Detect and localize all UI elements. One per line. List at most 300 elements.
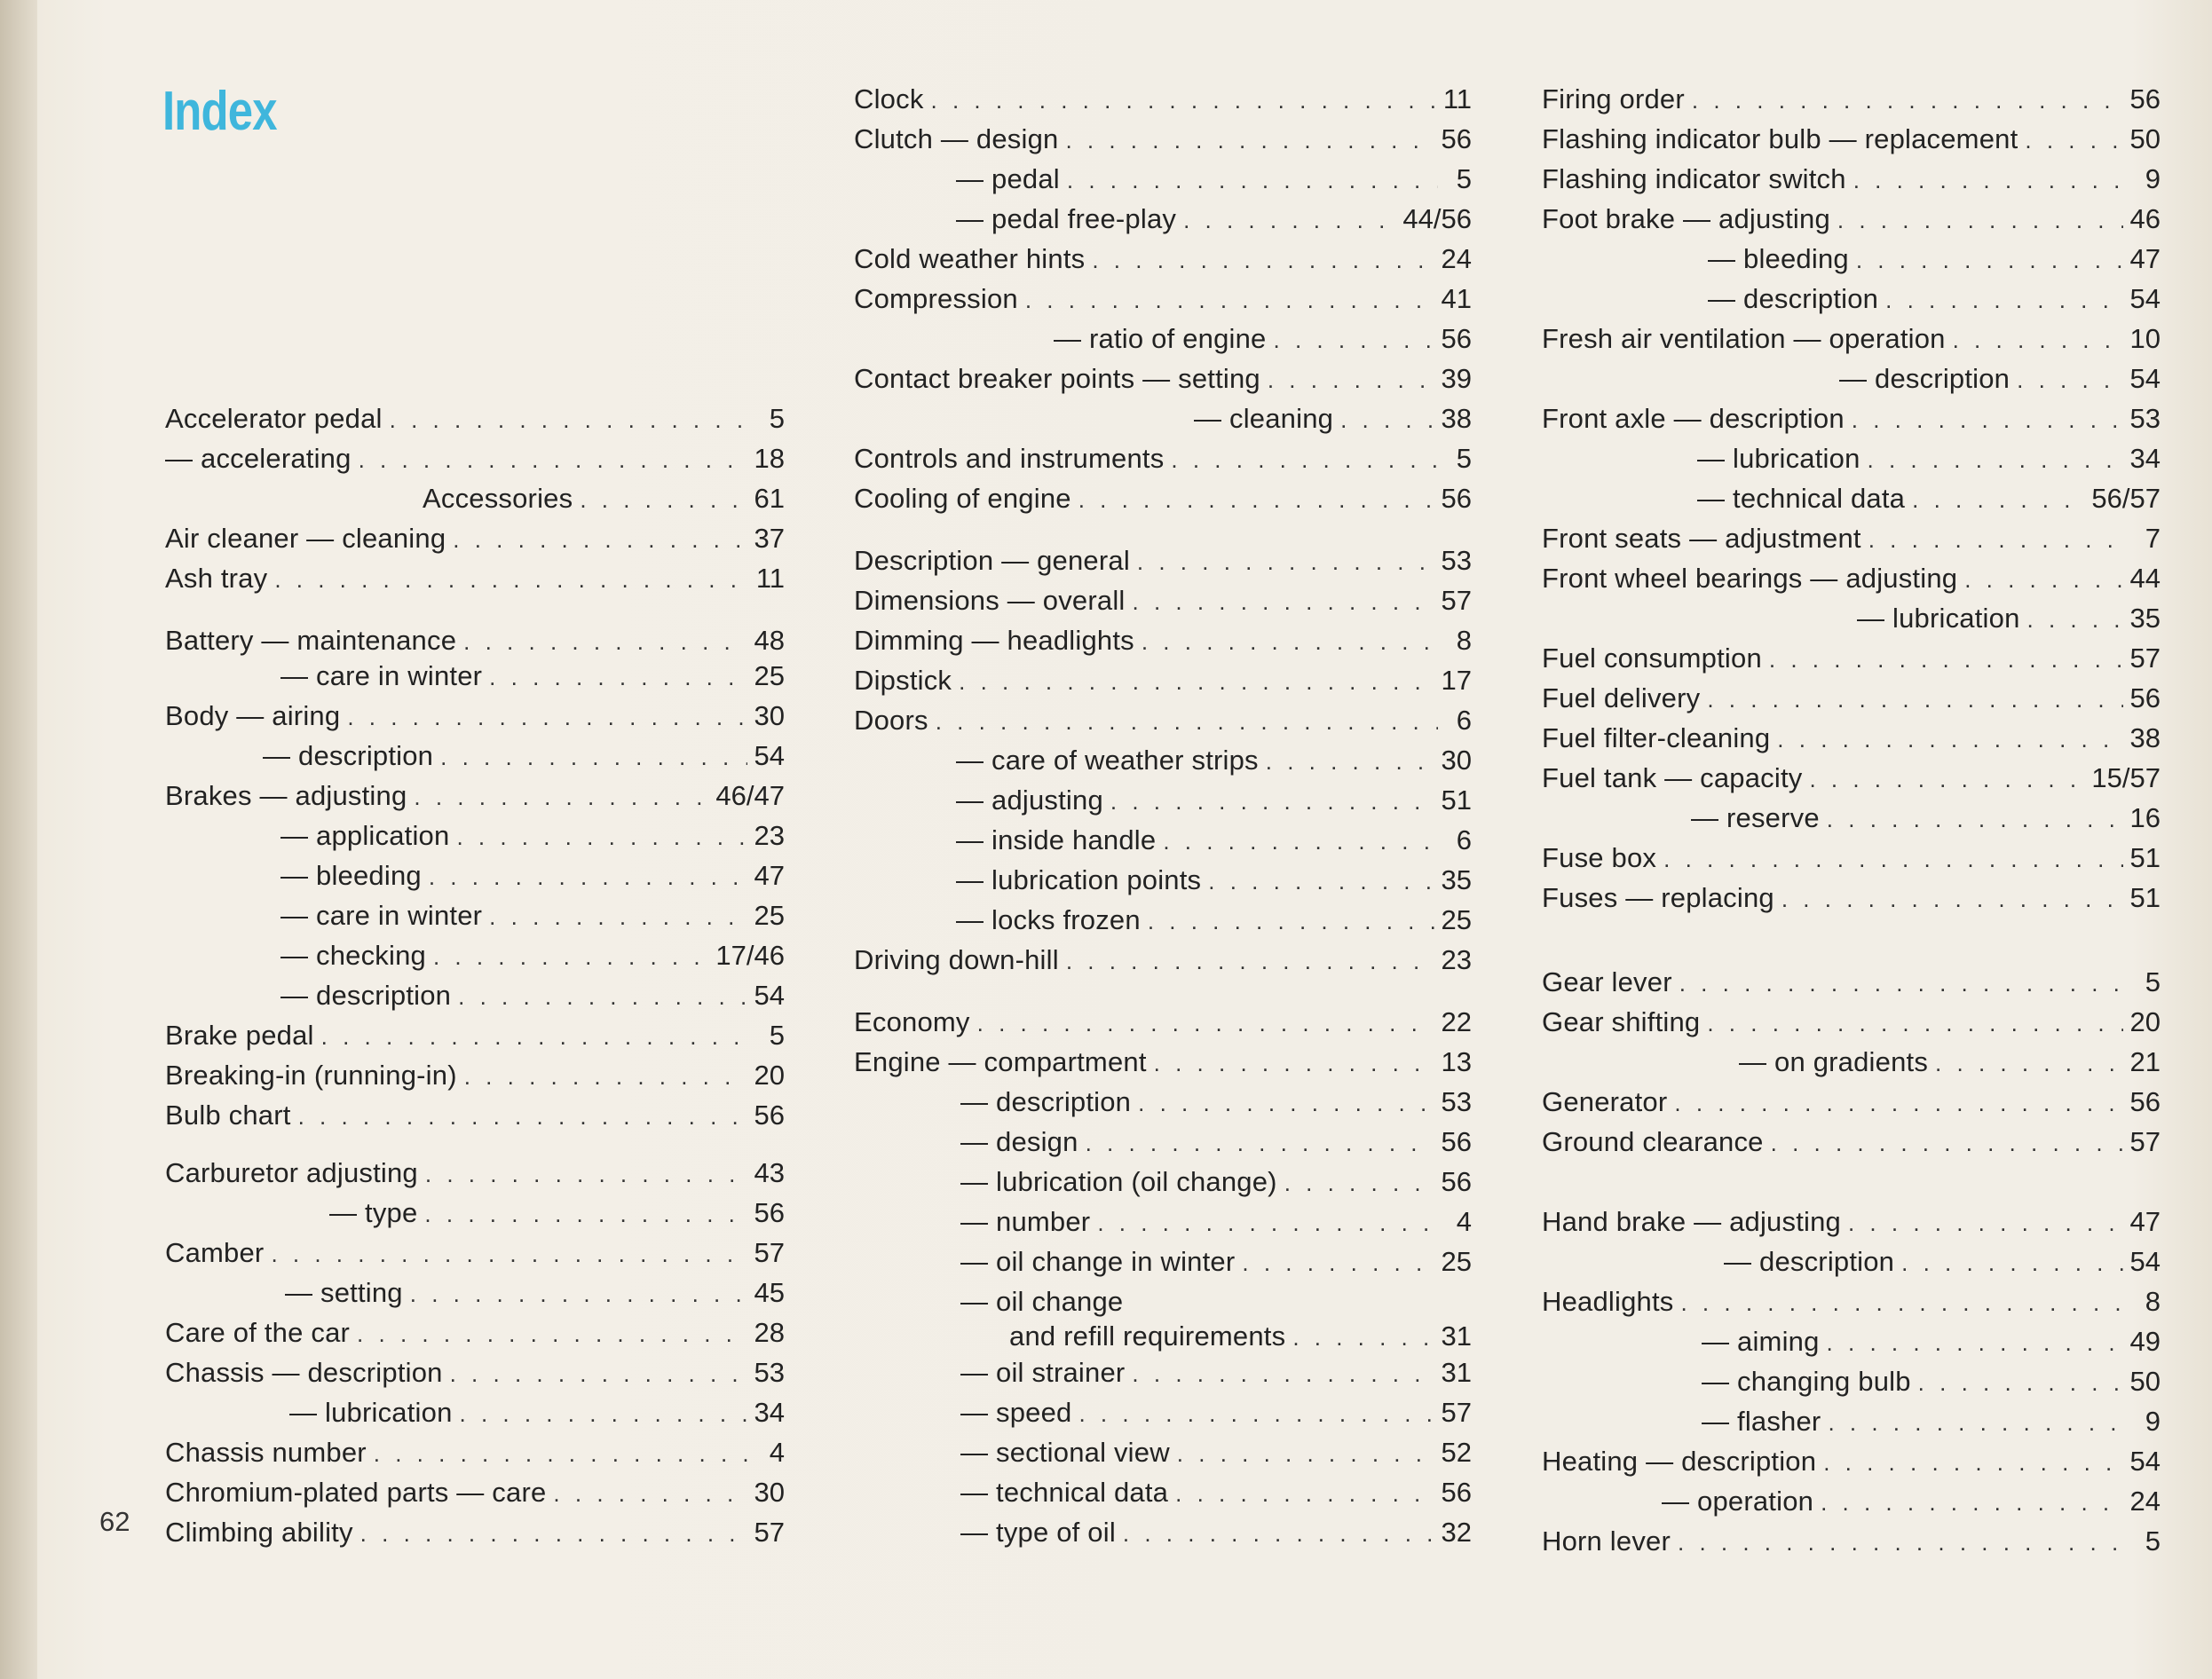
index-entry xyxy=(956,823,1472,858)
entry-page-ref: 54 xyxy=(754,740,785,771)
entry-label: Gear lever xyxy=(1542,966,1672,997)
entry-page-ref: 45 xyxy=(754,1277,785,1308)
dot-leader xyxy=(1274,322,1434,358)
entry-page-ref: 15/57 xyxy=(2091,762,2161,793)
entry-page-ref: 28 xyxy=(754,1317,785,1348)
entry-label: — operation xyxy=(1662,1486,1814,1517)
dot-leader xyxy=(2025,122,2122,158)
entry-label: Fuel consumption xyxy=(1542,642,1762,674)
index-entry xyxy=(165,623,785,658)
dot-leader xyxy=(1848,1205,2123,1241)
dot-leader xyxy=(1680,1285,2127,1320)
dot-leader xyxy=(1078,482,1434,517)
entry-label: — lubrication xyxy=(1857,603,2020,634)
dot-leader xyxy=(298,1099,747,1134)
entry-page-ref: 56 xyxy=(754,1100,785,1131)
entry-label: — lubrication (oil change) xyxy=(960,1166,1277,1197)
entry-page-ref: 5 xyxy=(769,1020,785,1051)
entry-page-ref: 49 xyxy=(2129,1326,2161,1357)
dot-leader xyxy=(1133,584,1434,619)
dot-leader xyxy=(1769,642,2123,677)
dot-leader xyxy=(1292,1320,1434,1355)
index-entry xyxy=(854,361,1472,397)
index-entry xyxy=(1542,401,2161,437)
index-entry xyxy=(854,281,1472,317)
index-entry xyxy=(165,1475,785,1510)
dot-leader xyxy=(1868,442,2123,477)
index-entry xyxy=(1009,1319,1472,1354)
index-entry xyxy=(854,481,1472,516)
entry-page-ref: 21 xyxy=(2129,1046,2161,1077)
entry-page-ref: 56 xyxy=(1441,483,1472,514)
dot-leader xyxy=(429,859,747,895)
index-entry xyxy=(1542,162,2161,197)
entry-page-ref: 56 xyxy=(1441,1477,1472,1508)
dot-leader xyxy=(1078,1396,1434,1431)
entry-page-ref: 23 xyxy=(754,820,785,851)
index-entry xyxy=(960,1164,1472,1200)
index-entry xyxy=(960,1204,1472,1240)
index-entry xyxy=(1542,1284,2161,1320)
dot-leader xyxy=(425,1156,747,1192)
dot-leader xyxy=(1171,442,1438,477)
index-entry xyxy=(1542,321,2161,357)
dot-leader xyxy=(1065,122,1434,158)
index-entry xyxy=(165,1058,785,1093)
entry-page-ref: 24 xyxy=(2129,1486,2161,1517)
dot-leader xyxy=(1777,721,2122,757)
entry-label: Ground clearance xyxy=(1542,1126,1764,1157)
entry-label: Flashing indicator bulb — replacement xyxy=(1542,123,2018,154)
entry-page-ref: 8 xyxy=(1456,625,1472,656)
index-entry xyxy=(1739,1044,2161,1080)
dot-leader xyxy=(977,1005,1434,1041)
entry-label: — care of weather strips xyxy=(956,745,1259,776)
dot-leader xyxy=(1137,544,1434,579)
entry-page-ref: 47 xyxy=(2129,1206,2161,1237)
index-entry xyxy=(854,1005,1472,1040)
index-entry xyxy=(1542,761,2161,796)
entry-page-ref: 41 xyxy=(1441,283,1472,314)
entry-label: Horn lever xyxy=(1542,1525,1671,1557)
index-entry xyxy=(854,543,1472,579)
entry-label: Front axle — description xyxy=(1542,403,1845,434)
index-entry xyxy=(280,858,785,894)
entry-label: — oil change in winter xyxy=(960,1246,1236,1277)
index-entry xyxy=(854,241,1472,277)
index-entry xyxy=(854,663,1472,698)
index-entry xyxy=(1542,965,2161,1000)
entry-label: — description xyxy=(1839,363,2011,394)
entry-label: Clock xyxy=(854,83,924,114)
entry-page-ref: 56 xyxy=(2129,83,2161,114)
entry-label: Chassis number xyxy=(165,1437,367,1468)
index-entry xyxy=(1697,481,2161,516)
dot-leader xyxy=(2027,602,2123,637)
dot-leader xyxy=(489,899,747,934)
index-entry xyxy=(1542,1005,2161,1040)
entry-label: Gear shifting xyxy=(1542,1006,1701,1037)
entry-page-ref: 50 xyxy=(2129,123,2161,154)
dot-leader xyxy=(360,1516,747,1551)
entry-label: Hand brake — adjusting xyxy=(1542,1206,1841,1237)
dot-leader xyxy=(1163,824,1438,859)
dot-leader xyxy=(1148,903,1434,939)
index-entry xyxy=(956,201,1472,237)
dot-leader xyxy=(1340,402,1434,437)
entry-label: — locks frozen xyxy=(956,904,1141,935)
index-entry xyxy=(956,903,1472,938)
entry-page-ref: 47 xyxy=(754,860,785,891)
index-entry xyxy=(1702,1404,2161,1439)
entry-page-ref: 61 xyxy=(754,483,785,514)
index-entry xyxy=(960,1395,1472,1431)
entry-page-ref: 46 xyxy=(2129,203,2161,234)
dot-leader xyxy=(321,1019,751,1054)
entry-page-ref: 54 xyxy=(2129,283,2161,314)
index-entry xyxy=(1691,800,2161,836)
entry-page-ref: 57 xyxy=(2129,642,2161,674)
entry-page-ref: 13 xyxy=(1441,1046,1472,1077)
index-entry xyxy=(1542,122,2161,157)
dot-leader xyxy=(1025,282,1434,318)
entry-page-ref: 56/57 xyxy=(2091,483,2161,514)
dot-leader xyxy=(1809,761,2084,797)
page-number: 62 xyxy=(99,1506,130,1537)
entry-page-ref: 30 xyxy=(1441,745,1472,776)
entry-label: — reserve xyxy=(1691,802,1820,833)
entry-label: Accessories xyxy=(423,483,573,514)
index-entry xyxy=(854,623,1472,658)
index-entry xyxy=(1542,201,2161,237)
dot-leader xyxy=(1964,562,2122,597)
index-entry xyxy=(854,441,1472,477)
dot-leader xyxy=(1266,744,1434,779)
index-entry xyxy=(854,122,1472,157)
entry-page-ref: 31 xyxy=(1441,1357,1472,1388)
entry-page-ref: 20 xyxy=(754,1060,785,1091)
entry-page-ref: 6 xyxy=(1456,824,1472,855)
entry-label: Compression xyxy=(854,283,1018,314)
entry-page-ref: 53 xyxy=(1441,545,1472,576)
dot-leader xyxy=(1679,966,2127,1001)
index-entry xyxy=(1542,82,2161,117)
dot-leader xyxy=(1707,682,2122,717)
dot-leader xyxy=(1132,1356,1434,1391)
entry-label: — description xyxy=(1708,283,1879,314)
dot-leader xyxy=(1154,1045,1434,1081)
entry-label: Brakes — adjusting xyxy=(165,780,407,811)
dot-leader xyxy=(458,979,747,1014)
index-entry xyxy=(960,1515,1472,1550)
dot-leader xyxy=(1781,881,2123,917)
entry-page-ref: 57 xyxy=(2129,1126,2161,1157)
index-entry xyxy=(1542,641,2161,676)
index-entry xyxy=(1194,401,1472,437)
index-entry xyxy=(1702,1324,2161,1360)
index-entry xyxy=(1662,1484,2161,1519)
index-entry xyxy=(165,401,785,437)
entry-page-ref: 5 xyxy=(769,403,785,434)
index-entry xyxy=(1542,1444,2161,1479)
entry-page-ref: 34 xyxy=(2129,443,2161,474)
entry-label: Cold weather hints xyxy=(854,243,1086,274)
dot-leader xyxy=(1901,1245,2122,1281)
dot-leader xyxy=(1142,624,1438,659)
entry-page-ref: 53 xyxy=(2129,403,2161,434)
index-entry xyxy=(165,1235,785,1271)
index-entry xyxy=(165,521,785,556)
entry-label: Accelerator pedal xyxy=(165,403,383,434)
entry-label: Driving down-hill xyxy=(854,944,1059,975)
dot-leader xyxy=(1086,1125,1434,1161)
dot-leader xyxy=(1183,202,1395,238)
entry-label: — description xyxy=(960,1086,1132,1117)
entry-page-ref: 17 xyxy=(1441,665,1472,696)
index-entry xyxy=(960,1244,1472,1280)
dot-leader xyxy=(274,562,749,597)
dot-leader xyxy=(1692,83,2123,118)
entry-page-ref: 50 xyxy=(2129,1366,2161,1397)
index-entry xyxy=(1542,1204,2161,1240)
index-entry xyxy=(165,1515,785,1550)
entry-label: Dimensions — overall xyxy=(854,585,1126,616)
dot-leader xyxy=(1678,1525,2127,1560)
entry-page-ref: 54 xyxy=(754,980,785,1011)
entry-label: Front seats — adjustment xyxy=(1542,523,1861,554)
index-entry xyxy=(285,1275,785,1311)
entry-label: Chromium-plated parts — care xyxy=(165,1477,547,1508)
dot-leader xyxy=(1771,1125,2123,1161)
index-entry xyxy=(280,898,785,934)
index-entry xyxy=(1542,721,2161,756)
entry-label: — adjusting xyxy=(956,784,1103,816)
entry-label: Headlights xyxy=(1542,1286,1674,1317)
index-entry xyxy=(854,942,1472,978)
entry-page-ref: 25 xyxy=(1441,904,1472,935)
index-entry xyxy=(329,1195,785,1231)
index-entry xyxy=(1708,281,2161,317)
entry-label: — description xyxy=(263,740,434,771)
entry-label: Contact breaker points — setting xyxy=(854,363,1260,394)
index-entry xyxy=(1724,1244,2161,1280)
index-entry xyxy=(165,1435,785,1470)
entry-label: — speed xyxy=(960,1397,1072,1428)
entry-label: — checking xyxy=(280,940,426,971)
index-entry xyxy=(960,1475,1472,1510)
entry-label: — pedal xyxy=(956,163,1060,194)
entry-page-ref: 56 xyxy=(1441,1166,1472,1197)
entry-label: Air cleaner — cleaning xyxy=(165,523,446,554)
index-entry xyxy=(1542,880,2161,916)
entry-label: — on gradients xyxy=(1739,1046,1929,1077)
entry-label: — type xyxy=(329,1197,418,1228)
dot-leader xyxy=(357,1316,747,1352)
dot-leader xyxy=(464,1059,747,1094)
entry-page-ref: 9 xyxy=(2145,1406,2161,1437)
entry-page-ref: 11 xyxy=(755,563,785,594)
dot-leader xyxy=(936,704,1438,739)
entry-label: Controls and instruments xyxy=(854,443,1165,474)
entry-label: — lubrication xyxy=(1697,443,1860,474)
entry-label: Economy xyxy=(854,1006,970,1037)
index-entry xyxy=(1542,1524,2161,1559)
entry-label: Fuse box xyxy=(1542,842,1657,873)
entry-page-ref: 25 xyxy=(754,660,785,691)
entry-page-ref: 30 xyxy=(754,1477,785,1508)
entry-page-ref: 9 xyxy=(2145,163,2161,194)
index-entry xyxy=(289,1395,785,1431)
entry-page-ref: 11 xyxy=(1442,83,1472,114)
entry-label: — description xyxy=(280,980,452,1011)
dot-leader xyxy=(1853,162,2127,198)
entry-page-ref: 54 xyxy=(2129,1446,2161,1477)
entry-page-ref: 56 xyxy=(754,1197,785,1228)
entry-page-ref: 5 xyxy=(2145,1525,2161,1557)
entry-page-ref: 56 xyxy=(2129,682,2161,713)
index-entry xyxy=(960,1124,1472,1160)
entry-label: Front wheel bearings — adjusting xyxy=(1542,563,1958,594)
entry-page-ref: 34 xyxy=(754,1397,785,1428)
index-entry xyxy=(1542,840,2161,876)
entry-label: Fuel delivery xyxy=(1542,682,1701,713)
entry-page-ref: 20 xyxy=(2129,1006,2161,1037)
index-entry xyxy=(960,1435,1472,1470)
dot-leader xyxy=(1123,1516,1434,1551)
dot-leader xyxy=(1092,242,1434,278)
entry-label: Generator xyxy=(1542,1086,1668,1117)
index-entry xyxy=(854,703,1472,738)
dot-leader xyxy=(1674,1085,2122,1121)
dot-leader xyxy=(1856,242,2123,278)
entry-label: Care of the car xyxy=(165,1317,351,1348)
index-entry xyxy=(1542,1084,2161,1120)
index-entry xyxy=(854,82,1472,117)
dot-leader xyxy=(1935,1045,2122,1081)
entry-page-ref: 43 xyxy=(754,1157,785,1188)
dot-leader xyxy=(1284,1165,1434,1201)
dot-leader xyxy=(424,1196,747,1232)
dot-leader xyxy=(374,1436,751,1471)
entry-label: — bleeding xyxy=(1708,243,1849,274)
dot-leader xyxy=(1066,943,1434,979)
entry-label: — sectional view xyxy=(960,1437,1170,1468)
entry-label: Clutch — design xyxy=(854,123,1059,154)
dot-leader xyxy=(489,659,747,695)
dot-leader xyxy=(1175,1476,1434,1511)
dot-leader xyxy=(450,1356,747,1391)
index-entry xyxy=(1542,681,2161,716)
entry-page-ref: 10 xyxy=(2129,323,2161,354)
dot-leader xyxy=(271,1236,747,1272)
entry-page-ref: 56 xyxy=(1441,323,1472,354)
entry-label: — description xyxy=(1724,1246,1895,1277)
dot-leader xyxy=(410,1276,747,1312)
entry-label: Flashing indicator switch xyxy=(1542,163,1846,194)
entry-page-ref: 32 xyxy=(1441,1517,1472,1548)
entry-page-ref: 56 xyxy=(2129,1086,2161,1117)
entry-label: Dimming — headlights xyxy=(854,625,1134,656)
entry-label: — care in winter xyxy=(280,900,483,931)
dot-leader xyxy=(1707,1005,2122,1041)
entry-page-ref: 54 xyxy=(2129,1246,2161,1277)
entry-label: Camber xyxy=(165,1237,265,1268)
dot-leader xyxy=(553,1476,747,1511)
entry-label: — inside handle xyxy=(956,824,1157,855)
entry-label: Engine — compartment xyxy=(854,1046,1147,1077)
entry-label: — pedal free-play xyxy=(956,203,1177,234)
dot-leader xyxy=(1885,282,2122,318)
entry-label: Fuel filter-cleaning xyxy=(1542,722,1771,753)
index-entry xyxy=(960,1084,1472,1120)
entry-label: Ash tray xyxy=(165,563,268,594)
entry-label: Chassis — description xyxy=(165,1357,443,1388)
dot-leader xyxy=(460,1396,747,1431)
entry-label: — cleaning xyxy=(1194,403,1334,434)
index-entry xyxy=(165,1355,785,1391)
entry-page-ref: 5 xyxy=(1456,443,1472,474)
dot-leader xyxy=(433,939,708,974)
entry-label: — application xyxy=(280,820,450,851)
index-entry xyxy=(1857,601,2161,636)
dot-leader xyxy=(1097,1205,1438,1241)
entry-page-ref: 46/47 xyxy=(715,780,785,811)
index-entry xyxy=(854,1044,1472,1080)
entry-label: — design xyxy=(960,1126,1078,1157)
entry-label: Brake pedal xyxy=(165,1020,314,1051)
entry-label: — bleeding xyxy=(280,860,422,891)
entry-label: Description — general xyxy=(854,545,1130,576)
index-entry xyxy=(423,481,785,516)
dot-leader xyxy=(347,699,747,735)
dot-leader xyxy=(1852,402,2123,437)
entry-page-ref: 38 xyxy=(2129,722,2161,753)
dot-leader xyxy=(359,442,747,477)
entry-page-ref: 57 xyxy=(754,1517,785,1548)
entry-page-ref: 4 xyxy=(1456,1206,1472,1237)
entry-label: Cooling of engine xyxy=(854,483,1071,514)
dot-leader xyxy=(959,664,1434,699)
dot-leader xyxy=(1827,1325,2123,1360)
dot-leader xyxy=(931,83,1436,118)
entry-label: Heating — description xyxy=(1542,1446,1817,1477)
dot-leader xyxy=(1067,162,1438,198)
entry-label: — aiming xyxy=(1702,1326,1820,1357)
entry-page-ref: 51 xyxy=(1441,784,1472,816)
index-entry xyxy=(165,561,785,596)
dot-leader xyxy=(1953,322,2123,358)
index-entry xyxy=(165,1098,785,1133)
dot-leader xyxy=(390,402,751,437)
entry-page-ref: 37 xyxy=(754,523,785,554)
entry-page-ref: 35 xyxy=(1441,864,1472,895)
dot-leader xyxy=(1177,1436,1434,1471)
entry-page-ref: 5 xyxy=(1456,163,1472,194)
index-entry xyxy=(165,698,785,734)
entry-page-ref: 57 xyxy=(1441,585,1472,616)
page-title: Index xyxy=(162,81,277,142)
index-entry xyxy=(280,938,785,974)
entry-label: and refill requirements xyxy=(1009,1320,1286,1352)
entry-label: Bulb chart xyxy=(165,1100,291,1131)
entry-page-ref: 25 xyxy=(1441,1246,1472,1277)
entry-page-ref: 7 xyxy=(2145,523,2161,554)
entry-page-ref: 35 xyxy=(2129,603,2161,634)
entry-page-ref: 56 xyxy=(1441,1126,1472,1157)
entry-label: — technical data xyxy=(1697,483,1906,514)
index-entry xyxy=(280,818,785,854)
entry-page-ref: 44/56 xyxy=(1402,203,1472,234)
